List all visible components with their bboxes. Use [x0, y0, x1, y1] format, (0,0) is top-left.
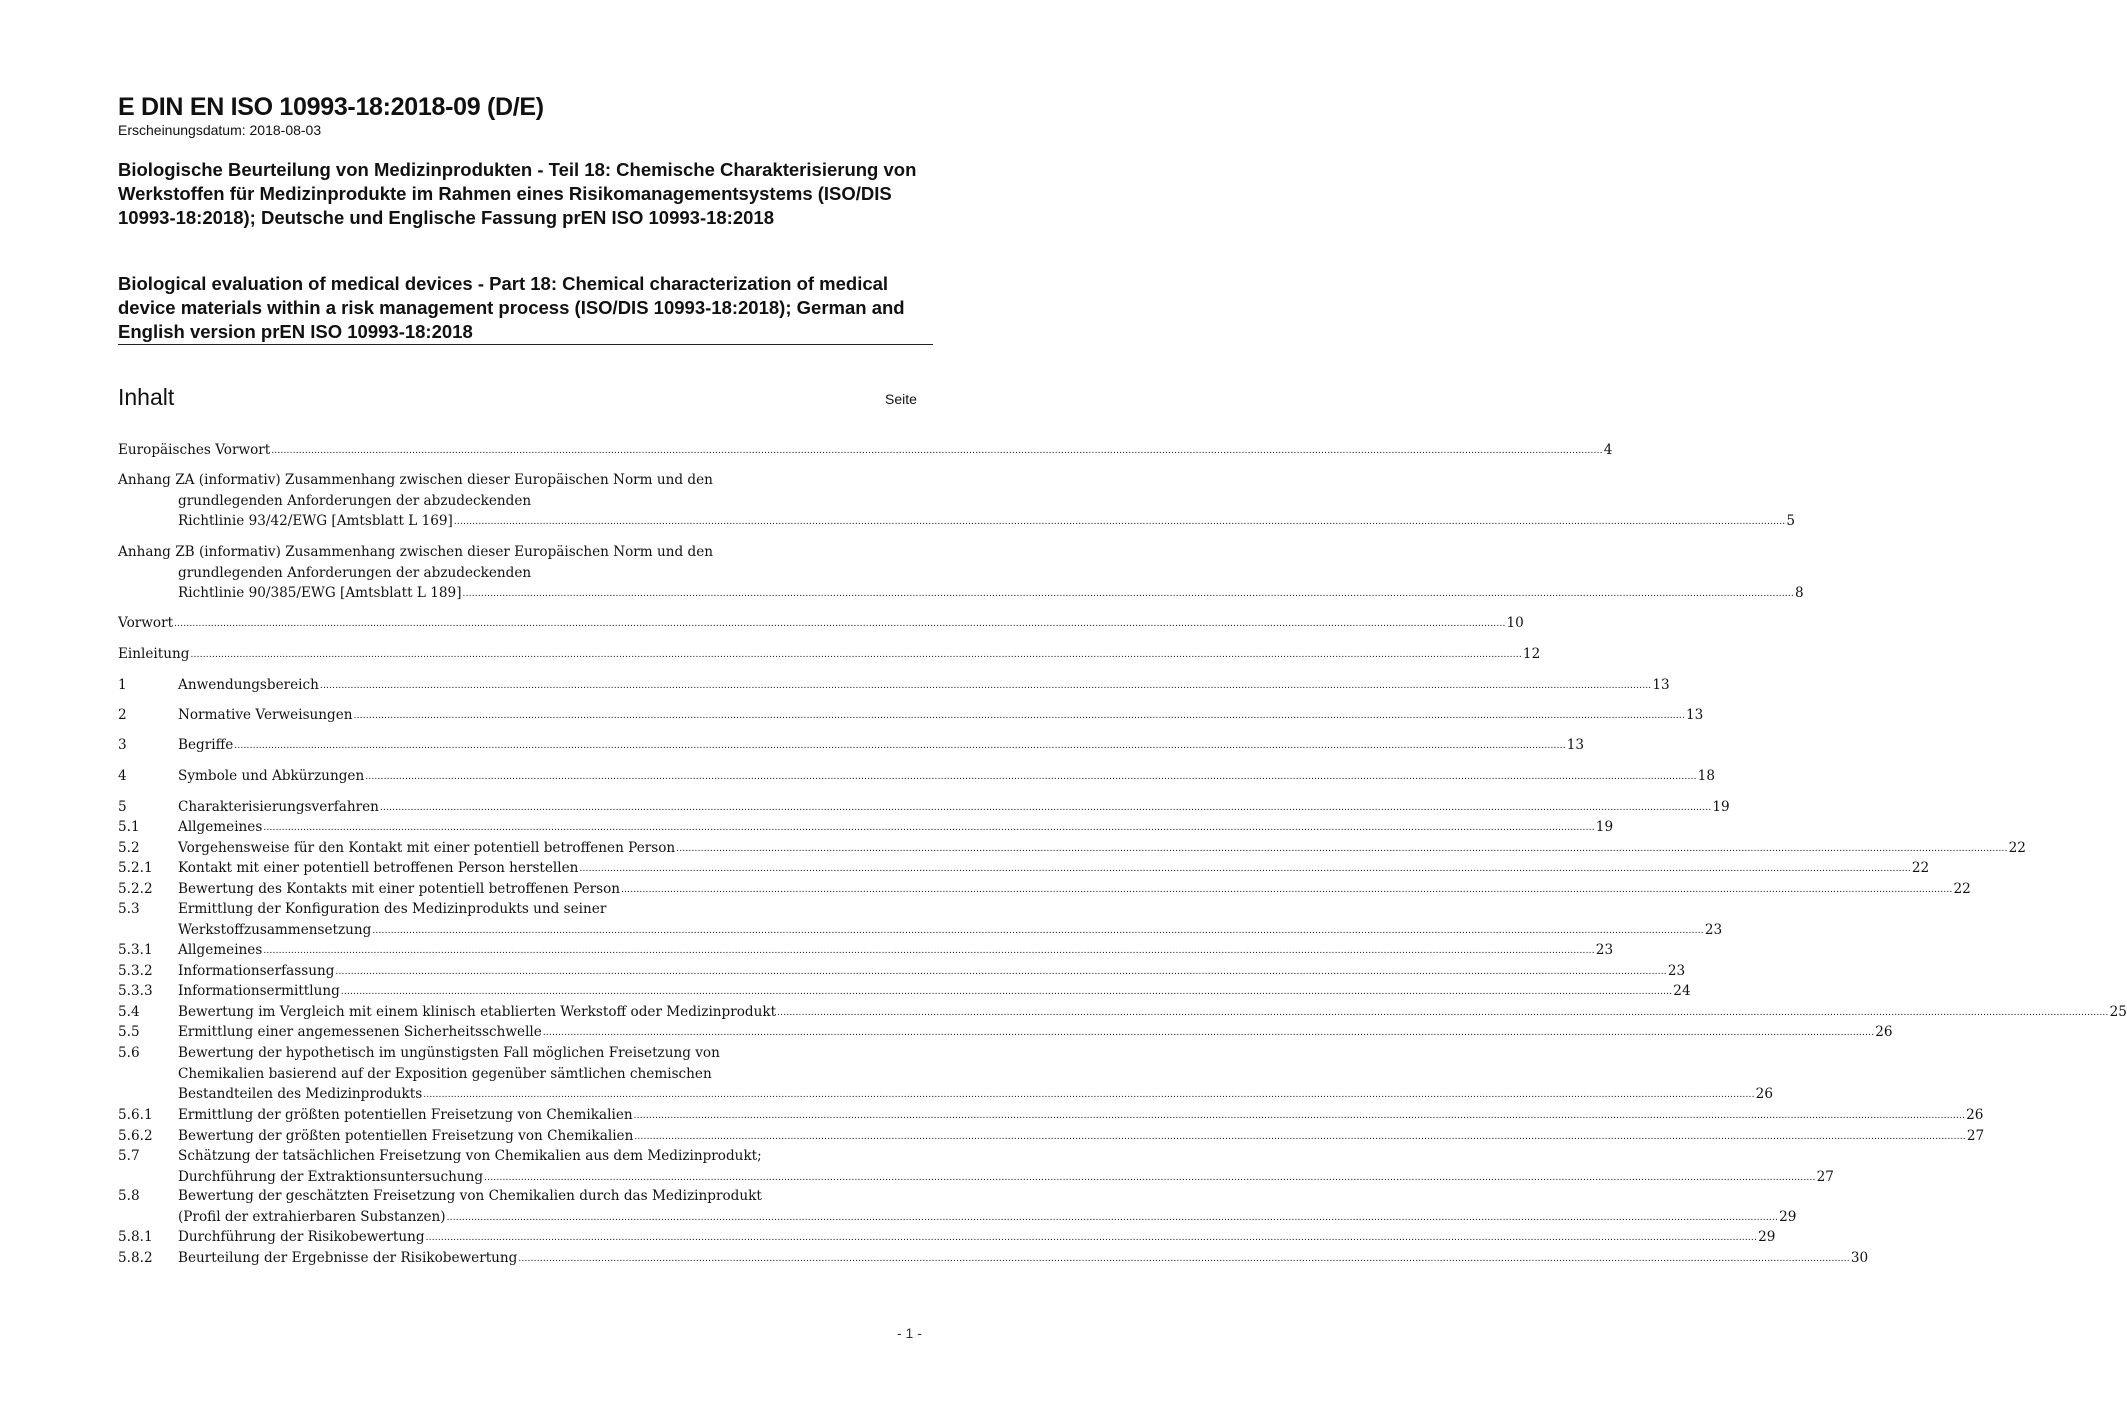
toc-entry-title: Ermittlung einer angemessenen Sicherheitsschwelle: [178, 1024, 542, 1040]
toc-entry-title: Allgemeines: [178, 819, 263, 835]
toc-entry-number: 5.6.2: [118, 1128, 153, 1144]
toc-entry-page: 13: [1566, 737, 1585, 753]
toc-entry-page: 19: [1595, 819, 1614, 835]
toc-entry-number: 5.2.1: [118, 860, 153, 876]
toc-leader-dots: [518, 1247, 1849, 1269]
toc-entry-title: Ermittlung der Konfiguration des Medizinprodukts und seiner: [178, 901, 607, 917]
toc-entry-title: Durchführung der Risikobewertung: [178, 1229, 425, 1245]
toc-entry-page: 23: [1667, 963, 1686, 979]
toc-entry-number: 5.6.1: [118, 1107, 153, 1123]
toc-entry-title: Schätzung der tatsächlichen Freisetzung von Chemikalien aus dem Medizinprodukt;: [178, 1148, 762, 1164]
toc-entry-line[interactable]: [118, 817, 1614, 837]
toc-entry-page: 27: [1816, 1168, 1834, 1185]
toc-entry-title: Anhang ZB (informativ) Zusammenhang zwischen dieser Europäischen Norm und den: [118, 544, 714, 560]
toc-entry-line[interactable]: [118, 838, 2026, 858]
toc-entry-page: 19: [1712, 799, 1730, 815]
toc-entry-line[interactable]: [118, 1207, 1797, 1227]
toc-entry-number: 5.7: [118, 1148, 140, 1164]
toc-entry-page: 8: [1794, 585, 1804, 602]
toc-leader-dots: [777, 1001, 2108, 1023]
toc-entry-number: 1: [118, 677, 127, 693]
toc-entry-title: Allgemeines: [178, 942, 263, 958]
toc-entry-page: 22: [1911, 860, 1930, 876]
toc-entry-number: 5.3.3: [118, 983, 153, 999]
toc-entry-number: 2: [118, 707, 127, 723]
toc-entry-line[interactable]: [118, 858, 1930, 878]
toc-entry-line[interactable]: [118, 1022, 1893, 1042]
toc-entry-title: Informationsermittlung: [178, 983, 340, 999]
toc-entry-line[interactable]: [118, 542, 931, 562]
title-german: Biologische Beurteilung von Medizinprodukten - Teil 18: Chemische Charakterisierung von Werkstoffen für Medizinprodukte im Rahmen eines Risikomanagementsystems (ISO/DIS 10993-18:2018); Deutsche und Englische Fassung prEN ISO 10993-18:2018: [118, 159, 917, 228]
toc-leader-dots: [634, 1125, 1965, 1147]
toc-entry-line[interactable]: [118, 675, 1670, 695]
toc-entry-page: 29: [1779, 1208, 1797, 1225]
toc-entry-page: 5: [1786, 513, 1795, 530]
header-divider: [118, 344, 933, 345]
toc-entry-line[interactable]: [118, 644, 1541, 664]
toc-entry-title: Normative Verweisungen: [178, 707, 353, 723]
toc-leader-dots: [634, 1104, 1965, 1126]
toc-leader-dots: [365, 765, 1696, 787]
toc-entry-line[interactable]: [118, 563, 931, 583]
toc-leader-dots: [426, 1226, 1757, 1248]
toc-entry-title: Vorgehensweise für den Kontakt mit einer potentiell betroffenen Person: [178, 840, 676, 856]
page-number: - 1 -: [897, 1325, 922, 1341]
toc-entry-number: 5.8.1: [118, 1229, 153, 1245]
toc-leader-dots: [372, 919, 1703, 941]
toc-entry-title: Beurteilung der Ergebnisse der Risikobewertung: [178, 1250, 518, 1266]
toc-entry-title: Werkstoffzusammensetzung: [178, 921, 372, 938]
toc-leader-dots: [447, 1206, 1778, 1228]
toc-entry-title: grundlegenden Anforderungen der abzudeckenden: [178, 564, 532, 581]
toc-leader-dots: [676, 837, 2007, 859]
toc-entry-title: Bewertung im Vergleich mit einem klinisch etablierten Werkstoff oder Medizinprodukt: [178, 1004, 777, 1020]
toc-leader-dots: [234, 734, 1565, 756]
toc-entry-line[interactable]: [118, 797, 1730, 817]
toc-entry-line[interactable]: [118, 1227, 1776, 1247]
toc-entry-line[interactable]: [118, 961, 1686, 981]
toc-entry-line[interactable]: [118, 440, 1613, 460]
toc-entry-title: grundlegenden Anforderungen der abzudeckenden: [178, 492, 532, 509]
toc-entry-title: Bestandteilen des Medizinprodukts: [178, 1086, 423, 1103]
toc-leader-dots: [320, 674, 1651, 696]
toc-entry-line[interactable]: [118, 899, 931, 919]
toc-entry-title: Einleitung: [118, 646, 190, 662]
toc-entry-page: 25: [2109, 1004, 2127, 1020]
toc-entry-page: 24: [1673, 983, 1691, 999]
toc-entry-line[interactable]: [118, 735, 1585, 755]
toc-leader-dots: [621, 878, 1952, 900]
toc-leader-dots: [543, 1021, 1874, 1043]
toc-entry-line[interactable]: [118, 1146, 931, 1166]
toc-leader-dots: [463, 582, 1794, 604]
toc-entry-page: 26: [1755, 1086, 1773, 1103]
toc-entry-title: Anhang ZA (informativ) Zusammenhang zwischen dieser Europäischen Norm und den: [118, 472, 713, 488]
title-english: Biological evaluation of medical devices - Part 18: Chemical characterization of medical device materials within a risk management process (ISO/DIS 10993-18:2018); German and English version prEN ISO 10993-18:2018: [118, 273, 905, 342]
toc-leader-dots: [341, 980, 1672, 1002]
toc-entry-number: 5.2: [118, 840, 140, 856]
toc-entry-number: 5.5: [118, 1024, 140, 1040]
toc-entry-page: 12: [1522, 646, 1541, 662]
toc-entry-page: 4: [1603, 442, 1613, 458]
toc-entry-page: 26: [1966, 1107, 1984, 1123]
toc-entry-title: Richtlinie 90/385/EWG [Amtsblatt L 189]: [178, 585, 462, 602]
toc-entry-number: 5.6: [118, 1045, 140, 1061]
toc-entry-page: 26: [1875, 1024, 1893, 1040]
toc-entry-line[interactable]: [118, 511, 1795, 531]
toc-entry-number: 5.4: [118, 1004, 140, 1020]
toc-entry-line[interactable]: [118, 940, 1614, 960]
toc-entry-line[interactable]: [118, 1043, 931, 1063]
toc-entry-line[interactable]: [118, 705, 1704, 725]
toc-entry-title: Symbole und Abkürzungen: [178, 768, 365, 784]
toc-entry-title: Ermittlung der größten potentiellen Freisetzung von Chemikalien: [178, 1107, 633, 1123]
toc-entry-page: 10: [1506, 615, 1524, 631]
toc-entry-line[interactable]: [118, 583, 1804, 603]
toc-leader-dots: [579, 857, 1910, 879]
toc-leader-dots: [454, 510, 1785, 532]
toc-entry-number: 5.8.2: [118, 1250, 153, 1266]
toc-entry-line[interactable]: [118, 491, 931, 511]
toc-leader-dots: [354, 704, 1685, 726]
toc-entry-page: 13: [1652, 677, 1670, 693]
toc-entry-line[interactable]: [118, 1002, 2127, 1022]
toc-entry-line[interactable]: [118, 613, 1524, 633]
toc-entry-title: Kontakt mit einer potentiell betroffenen Person herstellen: [178, 860, 579, 876]
toc-entry-title: Bewertung der größten potentiellen Freisetzung von Chemikalien: [178, 1128, 634, 1144]
toc-page-column-heading: Seite: [885, 391, 917, 407]
document-code: E DIN EN ISO 10993-18:2018-09 (D/E): [118, 93, 544, 121]
toc-entry-page: 23: [1704, 921, 1723, 938]
toc-entry-title: Bewertung des Kontakts mit einer potentiell betroffenen Person: [178, 881, 621, 897]
toc-entry-line[interactable]: [118, 1064, 931, 1084]
toc-entry-page: 23: [1595, 942, 1614, 958]
toc-entry-title: Anwendungsbereich: [178, 677, 319, 693]
toc-entry-page: 27: [1966, 1128, 1985, 1144]
toc-entry-line[interactable]: [118, 1126, 1985, 1146]
toc-entry-title: Bewertung der geschätzten Freisetzung von Chemikalien durch das Medizinprodukt: [178, 1188, 762, 1204]
toc-leader-dots: [380, 796, 1711, 818]
toc-entry-page: 30: [1850, 1250, 1869, 1266]
toc-entry-title: Begriffe: [178, 737, 234, 753]
toc-entry-page: 18: [1697, 768, 1715, 784]
toc-entry-page: 22: [2008, 840, 2026, 856]
toc-leader-dots: [423, 1083, 1754, 1105]
toc-entry-title: Charakterisierungsverfahren: [178, 799, 379, 815]
toc-entry-line[interactable]: [118, 879, 1971, 899]
toc-leader-dots: [174, 612, 1505, 634]
toc-entry-line[interactable]: [118, 1105, 1984, 1125]
toc-entry-number: 4: [118, 768, 127, 784]
toc-entry-line[interactable]: [118, 1248, 1869, 1268]
toc-entry-title: Bewertung der hypothetisch im ungünstigsten Fall möglichen Freisetzung von: [178, 1045, 720, 1061]
toc-entry-number: 5.1: [118, 819, 140, 835]
toc-entry-number: 5.3: [118, 901, 140, 917]
toc-entry-title: Durchführung der Extraktionsuntersuchung: [178, 1168, 484, 1185]
toc-entry-line[interactable]: [118, 470, 931, 490]
toc-entry-title: Chemikalien basierend auf der Exposition gegenüber sämtlichen chemischen: [178, 1065, 712, 1082]
toc-entry-number: 3: [118, 737, 127, 753]
toc-entry-line[interactable]: [118, 1084, 1773, 1104]
toc-leader-dots: [190, 643, 1521, 665]
toc-leader-dots: [484, 1166, 1815, 1188]
toc-entry-title: Vorwort: [118, 615, 174, 631]
toc-entry-page: 29: [1758, 1229, 1776, 1245]
toc-entry-page: 13: [1686, 707, 1704, 723]
toc-leader-dots: [263, 816, 1594, 838]
toc-entry-title: Informationserfassung: [178, 963, 335, 979]
toc-entry-line[interactable]: [118, 766, 1715, 786]
toc-entry-number: 5: [118, 799, 127, 815]
toc-entry-line[interactable]: [118, 920, 1723, 940]
toc-entry-title: (Profil der extrahierbaren Substanzen): [178, 1208, 446, 1225]
toc-leader-dots: [335, 960, 1666, 982]
toc-entry-number: 5.3.2: [118, 963, 153, 979]
toc-leader-dots: [271, 439, 1602, 461]
publication-date: Erscheinungsdatum: 2018-08-03: [118, 122, 322, 138]
toc-leader-dots: [263, 939, 1594, 961]
toc-entry-line[interactable]: [118, 981, 1691, 1001]
toc-entry-page: 22: [1953, 881, 1971, 897]
toc-entry-number: 5.2.2: [118, 881, 153, 897]
toc-entry-line[interactable]: [118, 1186, 931, 1206]
toc-entry-line[interactable]: [118, 1167, 1834, 1187]
toc-entry-number: 5.3.1: [118, 942, 153, 958]
toc-entry-title: Europäisches Vorwort: [118, 442, 271, 458]
toc-entry-number: 5.8: [118, 1188, 140, 1204]
toc-entry-title: Richtlinie 93/42/EWG [Amtsblatt L 169]: [178, 513, 453, 530]
toc-heading: Inhalt: [118, 384, 175, 410]
